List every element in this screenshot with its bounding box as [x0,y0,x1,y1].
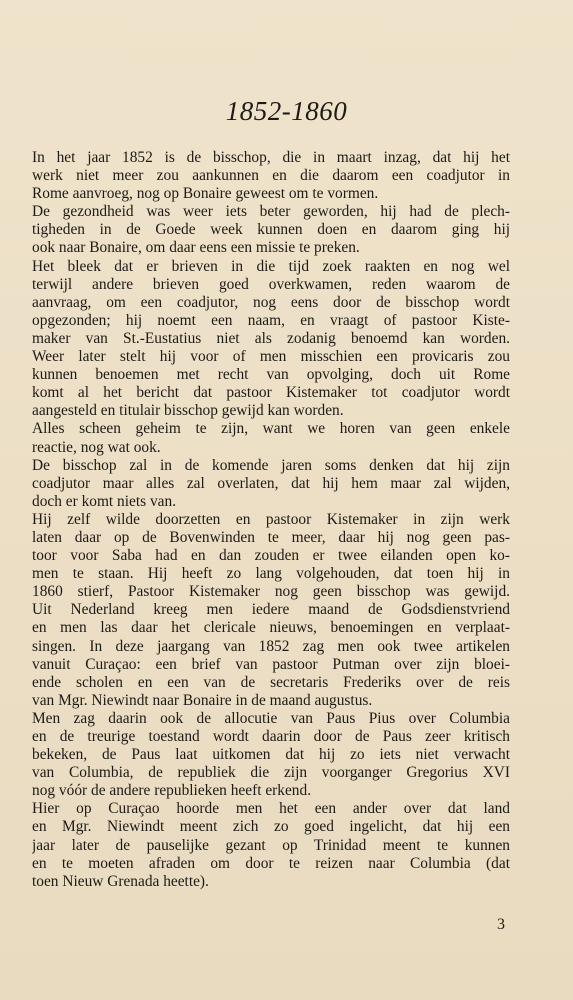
text-line: werk niet meer zou aankunnen en die daarom een coadjutor in [32,167,510,185]
text-line: ook naar Bonaire, om daar eens een missie te preken. [32,239,360,257]
text-line: Men zag daarin ook de allocutie van Paus Pius over Columbia [32,709,510,727]
text-line: van Mgr. Niewindt naar Bonaire in de maand augustus. [32,691,373,709]
page-number: 3 [497,916,505,933]
text-line: aangesteld en titulair bisschop gewijd kan worden. [32,402,344,420]
text-line: Het bleek dat er brieven in die tijd zoek raakten en nog wel [32,257,510,275]
text-line: Alles scheen geheim te zijn, want we horen van geen enkele [32,420,510,438]
text-line: komt al het bericht dat pastoor Kistemaker tot coadjutor wordt [32,384,510,402]
text-line: doch er komt niets van. [32,492,177,510]
text-line: laten daar op de Bovenwinden te meer, daar hij nog geen pas- [32,528,510,546]
text-line: singen. In deze jaargang van 1852 zag men ook twee artikelen [32,637,510,655]
text-line: reactie, nog wat ook. [32,438,161,456]
body-text [32,149,510,891]
text-line: en Mgr. Niewindt meent zich zo goed ingelicht, dat hij een [32,818,510,836]
text-line: aanvraag, om een coadjutor, nog eens door de bisschop wordt [32,293,510,311]
text-line: jaar later de pauselijke gezant op Trinidad meent te kunnen [32,836,510,854]
chapter-heading: 1852-1860 [225,96,348,126]
text-line: maker van St.-Eustatius niet als zodanig benoemd kan worden. [32,329,510,347]
text-line: en men las daar het clericale nieuws, benoemingen en verplaat- [32,619,510,637]
text-line: coadjutor maar alles zal overlaten, dat hij hem maar zal wijden, [32,474,510,492]
text-line: Uit Nederland kreeg men iedere maand de Godsdienstvriend [32,601,510,619]
text-line: In het jaar 1852 is de bisschop, die in maart inzag, dat hij het [32,149,510,166]
text-line: toen Nieuw Grenada heette). [32,872,209,890]
text-line: nog vóór de andere republieken heeft erkend. [32,782,312,800]
text-line: bekeken, de Paus laat uitkomen dat hij zo iets niet verwacht [32,746,510,764]
text-line: 1860 stierf, Pastoor Kistemaker nog geen bisschop was gewijd. [32,583,510,601]
text-line: kunnen benoemen met recht van opvolging, doch uit Rome [32,366,510,384]
text-line: van Columbia, de republiek die zijn voorganger Gregorius XVI [32,764,510,782]
text-line: men te staan. Hij heeft zo lang volgehouden, dat toen hij in [32,565,510,583]
text-line: en de treurige toestand wordt daarin door de Paus zeer kritisch [32,728,510,745]
text-line: tigheden in de Goede week kunnen doen en daarom ging hij [32,221,510,239]
text-line: vanuit Curaçao: een brief van pastoor Putman over zijn bloei- [32,655,510,673]
text-line: opgezonden; hij noemt een naam, en vraagt of pastoor Kiste- [32,311,510,329]
text-line: en te moeten afraden om door te reizen naar Columbia (dat [32,854,510,872]
text-line: De bisschop zal in de komende jaren soms denken dat hij zijn [32,456,510,474]
text-line: toor voor Saba had en dan zouden er twee eilanden open ko- [32,547,510,565]
text-line: terwijl andere brieven goed overkwamen, reden waarom de [32,275,510,293]
text-line: ende scholen en een van de secretaris Frederiks over de reis [32,673,510,691]
text-line: Hier op Curaçao hoorde men het een ander over dat land [32,800,510,818]
text-line: Weer later stelt hij voor of men misschien een provicaris zou [32,348,510,366]
text-line: Hij zelf wilde doorzetten en pastoor Kistemaker in zijn werk [32,510,510,528]
text-line: Rome aanvroeg, nog op Bonaire geweest om te vormen. [32,185,379,203]
text-line: De gezondheid was weer iets beter geworden, hij had de plech- [32,203,510,221]
